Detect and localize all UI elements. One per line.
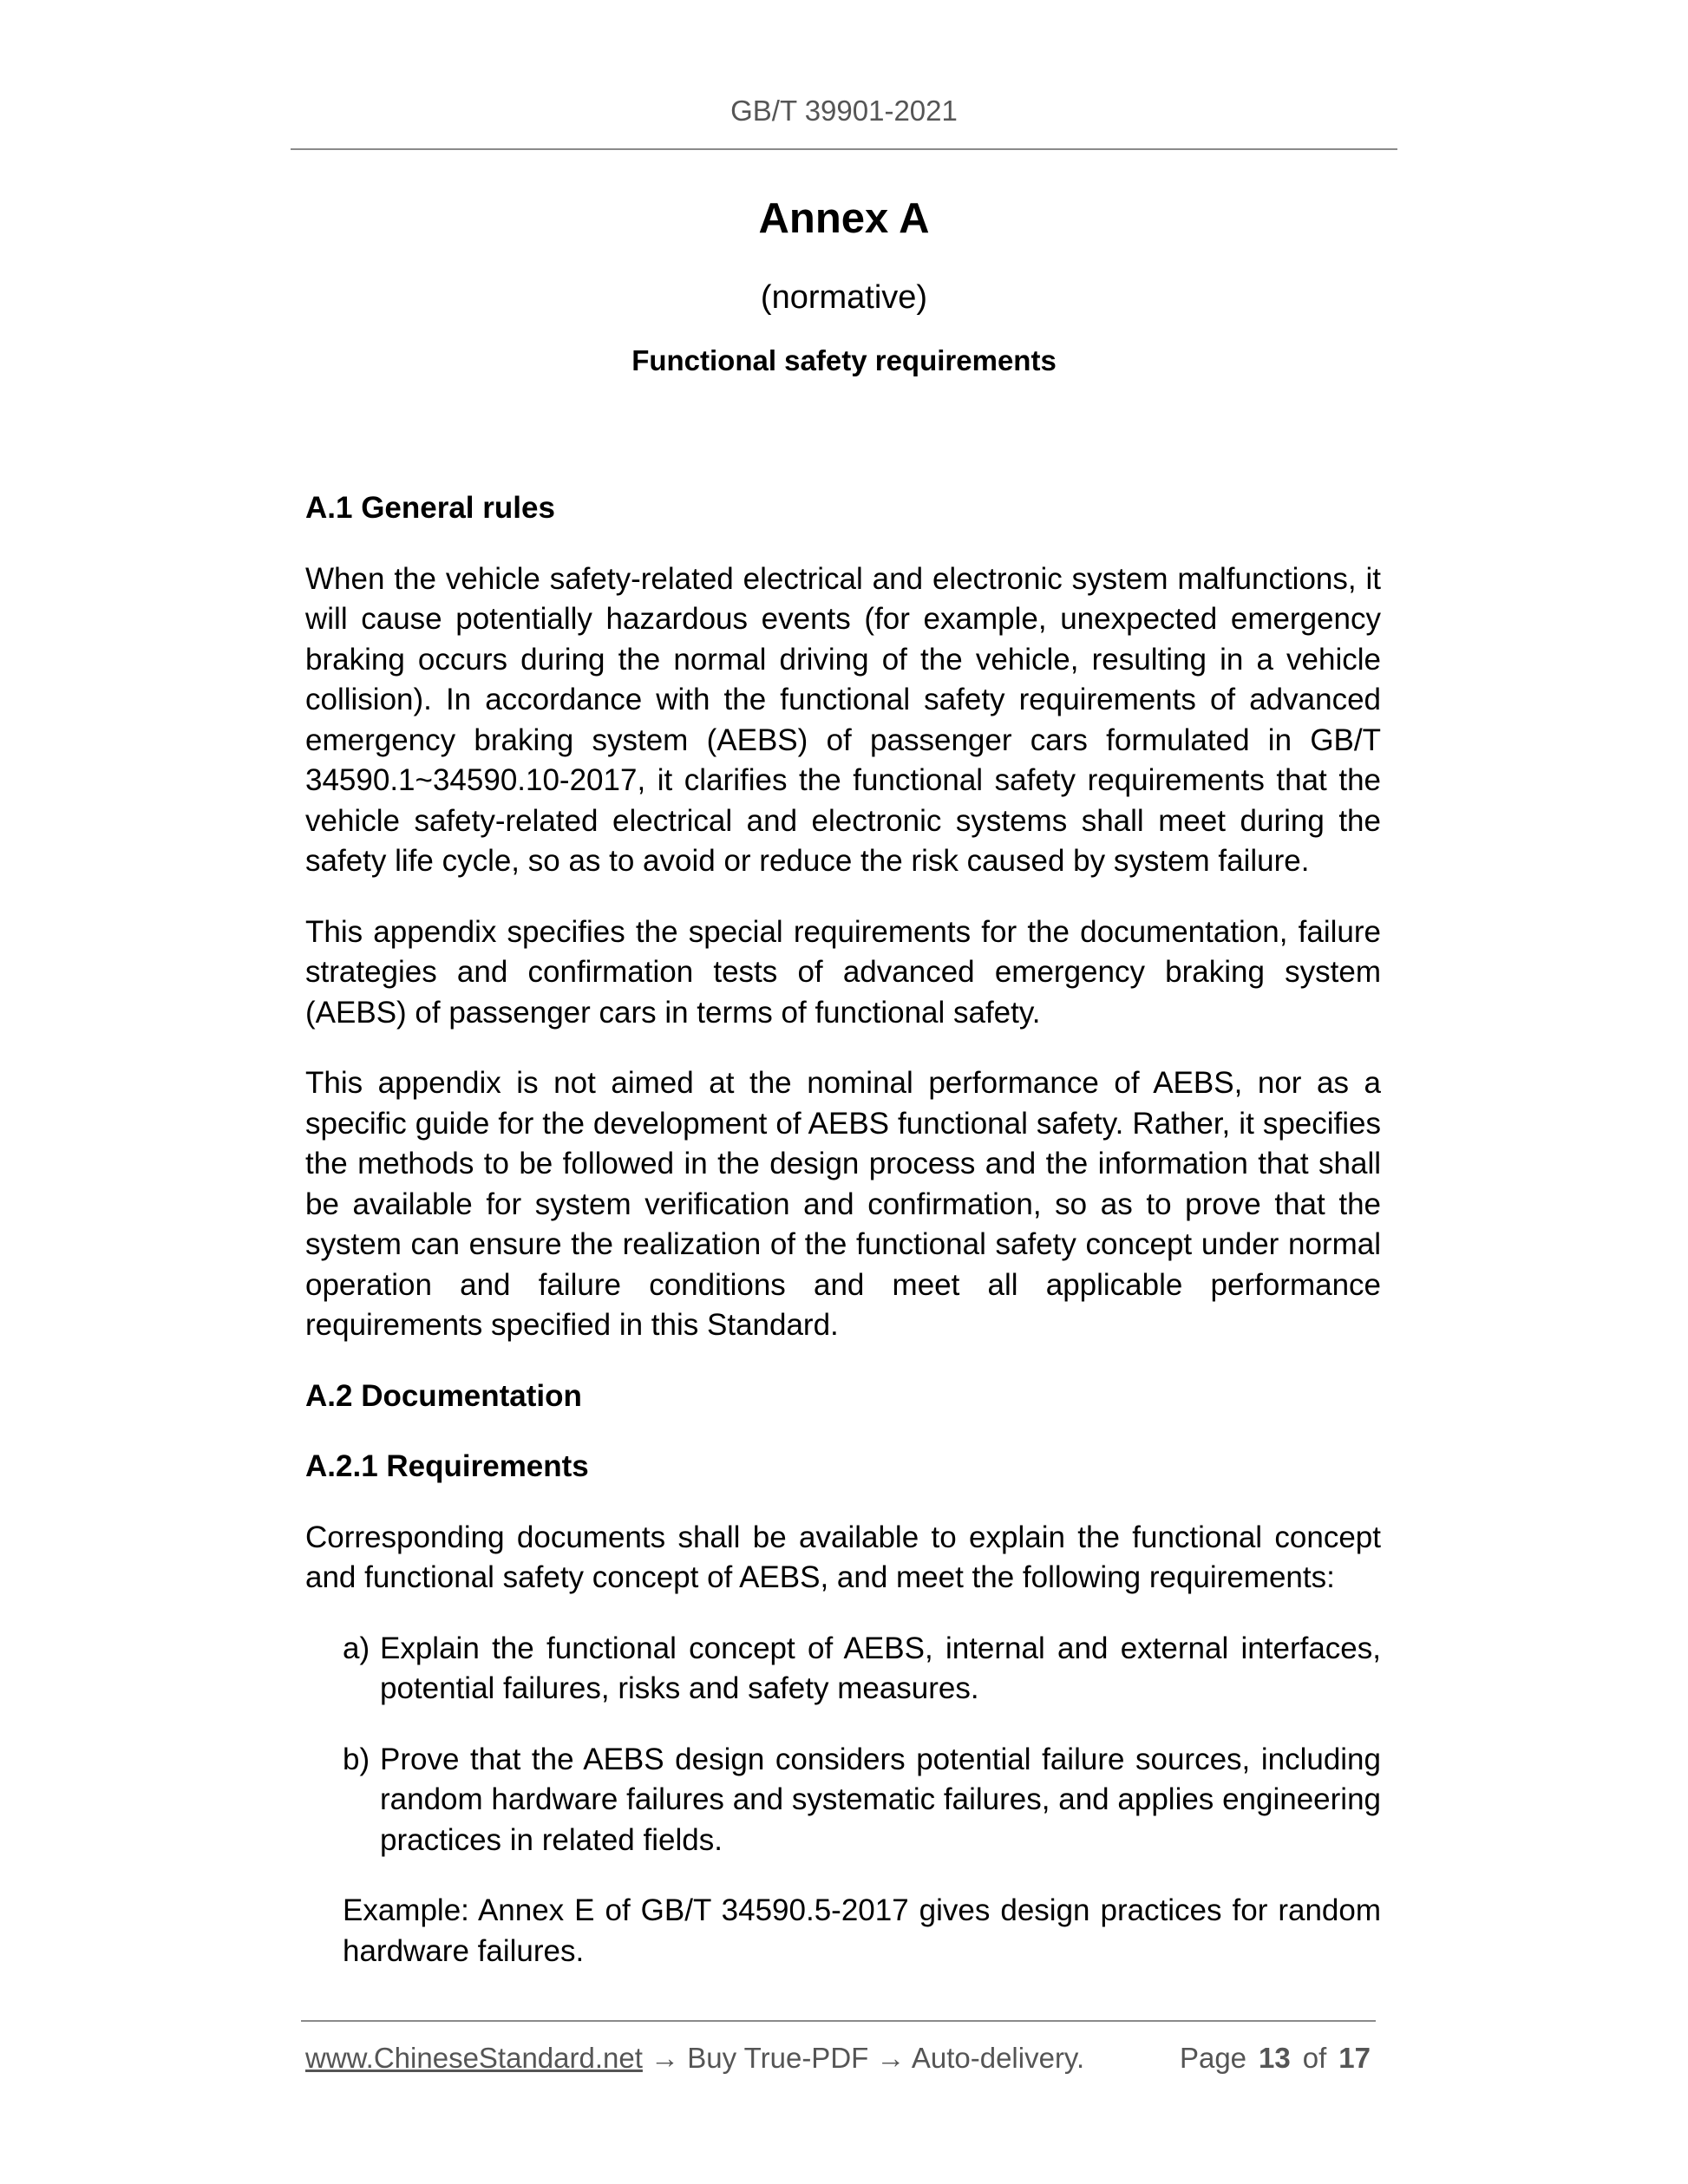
example-note: Example: Annex E of GB/T 34590.5-2017 gives design practices for random hardware failures.	[343, 1893, 1381, 1968]
section-heading-a2: A.2 Documentation	[305, 1378, 582, 1413]
annex-subject: Functional safety requirements	[631, 344, 1057, 376]
footer-divider	[301, 2020, 1376, 2022]
list-marker: b)	[343, 1742, 370, 1776]
page-number	[1180, 2041, 1371, 2076]
paragraph-general-1: When the vehicle safety-related electrical and electronic system malfunctions, it will cause potentially hazardous events (for example, unexpected emergency braking occurs during the normal driving of the vehicle, resulting in a vehicle collision). In accordance with the functional safety requirements of advanced emergency braking system (AEBS) of passenger cars formulated in GB/T 34590.1~34590.10-2017, it clarifies the functional safety requirements that the vehicle safety-related electrical and electronic systems shall meet during the safety life cycle, so as to avoid or reduce the risk caused by system failure.	[305, 561, 1381, 878]
paragraph-general-3: This appendix is not aimed at the nominal performance of AEBS, nor as a specific guide for the development of AEBS functional safety. Rather, it specifies the methods to be followed in the design process and the information that shall be available for system verification and confirmation, so as to prove that the system can ensure the realization of the functional safety concept under normal operation and failure conditions and meet all applicable performance requirements specified in this Standard.	[305, 1066, 1381, 1342]
header-divider	[291, 148, 1397, 150]
website-link[interactable]: www.ChineseStandard.net	[305, 2042, 643, 2074]
arrow-right-icon: →	[876, 2042, 906, 2074]
page-label: Page	[1179, 2042, 1247, 2074]
section-heading-a1: A.1 General rules	[305, 491, 555, 525]
buy-pdf-text: Buy True-PDF	[687, 2042, 869, 2074]
list-item-b	[343, 1740, 1381, 1861]
footer-promo	[305, 2041, 1084, 2076]
document-body	[305, 488, 1381, 1971]
section-heading-a2-1: A.2.1 Requirements	[305, 1449, 589, 1483]
paragraph-general-2: This appendix specifies the special requirements for the documentation, failure strategies and confirmation tests of advanced emergency braking system (AEBS) of passenger cars in terms of functional safety.	[305, 914, 1381, 1030]
arrow-right-icon: →	[651, 2042, 680, 2074]
auto-delivery-text: Auto-delivery.	[911, 2042, 1085, 2074]
page-current: 13	[1259, 2042, 1291, 2074]
of-label: of	[1302, 2042, 1327, 2074]
list-item-a	[343, 1629, 1381, 1710]
list-item-text: Prove that the AEBS design considers potential failure sources, including random hardware failures and systematic failures, and applies engineering practices in related fields.	[380, 1742, 1381, 1857]
list-item-text: Explain the functional concept of AEBS, internal and external interfaces, potential failures, risks and safety measures.	[380, 1631, 1381, 1705]
page-total: 17	[1338, 2042, 1371, 2074]
annex-type: (normative)	[760, 279, 928, 316]
document-id-header: GB/T 39901-2021	[730, 95, 958, 127]
annex-title: Annex A	[758, 195, 930, 242]
list-marker: a)	[343, 1631, 370, 1665]
requirements-intro: Corresponding documents shall be available to explain the functional concept and functional safety concept of AEBS, and meet the following requirements:	[305, 1520, 1381, 1594]
